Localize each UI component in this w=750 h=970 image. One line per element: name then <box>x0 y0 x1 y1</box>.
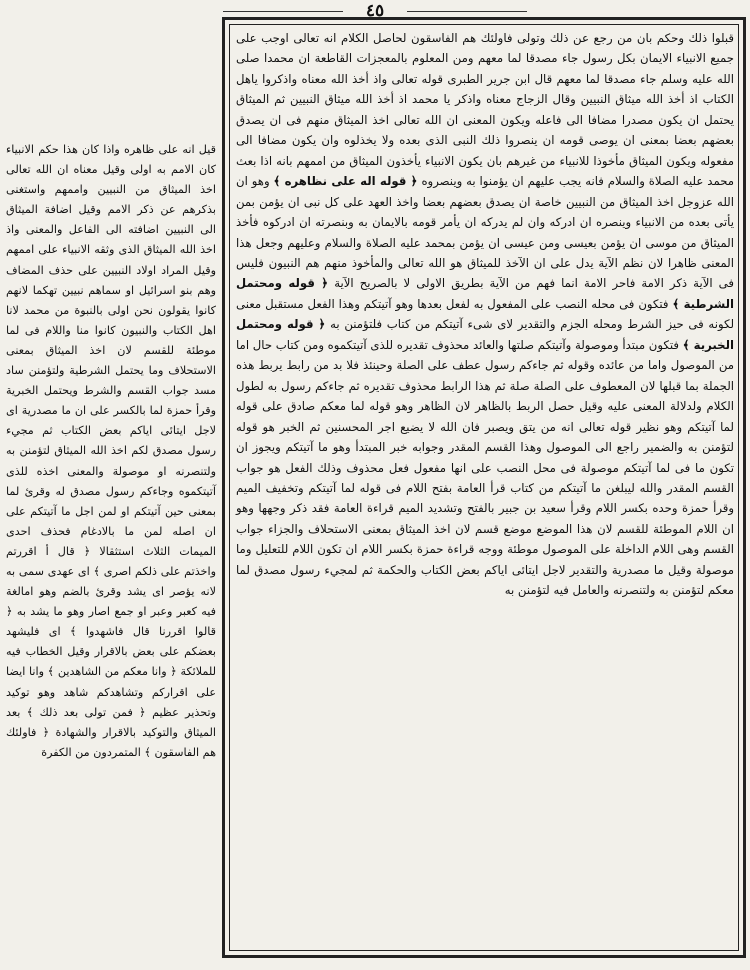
main-text-4: فتكون مبتدأ وموصولة وآتيتكم صلتها والعائد محذوف تقديره للذى آتيتكموه ومن كتاب حال اما من الموصول واما من عائده وقوله ثم جاءكم رسول عطف على الصلة وحينئذ فلا بد من رابط يربط هذه الجملة بما قبلها لان المعطوف على الصلة صلة ثم هذا الرابط محذوف تقديره ثم جاءكم رسول به لطول الكلام ولدلالة المعنى عليه وقيل حصل الربط بالظاهر لان الظاهر وهو قوله لما معكم صادق على قوله لما آتيتكم وهو نظير قوله تعالى انه من يتق ويصبر فان الله لا يضيع اجر المحسنين ثم الخبر هو قوله لتؤمنن به والضمير راجع الى الموصول وهذا القسم المقدر وجوابه خبر المبتدأ وهو ما آتيتكم ويجوز ان تكون ما فى لما آتيتكم موصولة فى محل النصب على انها مفعول فعل محذوف وذلك الفعل هو جواب القسم المقدر والله ليبلغن ما آتيتكم من كتاب قرأ العامة بفتح اللام فى قوله لما آتيتكم وتخفيف الميم وقرأ حمزة وحده بكسر اللام وقرأ سعيد بن جبير بالفتح وتشديد الميم قراءة العامة فقد ذكر وجهها وهو ان اللام الموطئة للقسم لان هذا الموضع موضع قسم لان اخذ الميثاق بمعنى الاستحلاف والجزاء جواب القسم وهى اللام الداخلة على الموصول موطئة ووجه قراءة حمزة بكسر اللام ان تكون اللام للتعليل وما موصولة وقيل ما مصدرية والتقدير لاجل ايتائى اياكم بعض الكتاب والحكمة ثم لمجيء رسول مصدق لما معكم لتؤمنن به ولتنصرنه والعامل فيه لتؤمنن به <box>236 337 734 598</box>
section-heading: ﴿ قوله اله على نظاهره ﴾ <box>273 174 418 189</box>
main-paragraph <box>236 28 734 601</box>
section-heading: ﴿ قوله ومحتمل الشرطية ﴾ <box>236 276 735 311</box>
main-text-2: وهو ان الله عزوجل اخذ الميثاق من النبيين خاصة ان يصدق بعضهم بعضا واخذ العهد على كل نبى ان يؤمن بمن يأتى بعده من الانبياء وينصره ان ادركه وان لم يدركه ان يأمر قومه بالايمان به وبنصرته ان ادركوه فأخذ الميثاق من موسى ان يؤمن بعيسى ومن عيسى ان يؤمن بمحمد عليه الصلاة والسلام وعليهم وجعل هذا المعنى ظاهرا لان نظم الآية يدل على ان الآخذ للميثاق هو الله تعالى والمأخوذ منهم هم النبيون فليس فى الآية ذكر الامة فاحر الامة انما فهم من الآية بطريق الاولى لا بالصريح الآية <box>236 174 735 291</box>
main-text-3: فتكون فى محله النصب على المفعول به لفعل بعدها وهو آتيتكم وهذا الفعل مستقبل معنى لكونه فى حيز الشرط ومحله الجزم والتقدير لاى شىء آتيتكم من كتاب فلتؤمنن به <box>236 296 735 332</box>
header-rule-right <box>407 11 527 12</box>
main-text-column <box>236 28 734 946</box>
header-rule-left <box>223 11 343 12</box>
main-text-1: قبلوا ذلك وحكم بان من رجع عن ذلك وتولى فاولئك هم الفاسقون لحاصل الكلام انه تعالى اوجب على جميع الانبياء الايمان بكل رسول جاء مصدقا لما معهم ومن المعلوم بالمعجزات القاطعة ان محمدا صلى الله عليه وسلم جاء مصدقا لما معهم قال ابن جرير الطبرى قوله تعالى واذ أخذ الله معناه واذكروا ياهل الكتاب اذ أخذ الله ميثاق النبيين وقال الزجاج معناه واذكر يا محمد اذ أخذ الله ميثاق النبيين ثم الميثاق يحتمل ان يكون مصدرا مضافا الى فاعله ويكون المعنى ان الله تعالى اخذ الميثاق منهم فى ان يصدق بعضهم بعضا بمعنى ان يوصى قومه ان ينصروا ذلك النبى الذى بعده ولا يخذلوه وان يكون مضافا الى مفعوله ويكون الميثاق مأخوذا للانبياء من غيرهم بان يكون الانبياء يأخذون الميثاق من اممهم بانه اذا بعث محمد عليه الصلاة والسلام فانه يجب عليهم ان يؤمنوا به وينصروه <box>236 31 735 189</box>
page-number: ٤٥ <box>365 1 385 21</box>
sidebar-text: قيل انه على ظاهره واذا كان هذا حكم الانبياء كان الامم به اولى وقيل معناه ان الله تعالى اخذ الميثاق من النبيين واممهم واستغنى بذكرهم عن ذكر الامم وقيل اضافة الميثاق الى النبيين اضافته الى الفاعل والمعنى واذ اخذ الله الميثاق الذى وثقه الانبياء على اممهم وقيل المراد اولاد النبيين على حذف المضاف وهم بنو اسرائيل او سماهم نبيين تهكما لانهم كانوا يقولون نحن اولى بالنبوة من محمد لانا اهل الكتاب والنبيون كانوا منا واللام فى لما موطئة للقسم لان اخذ الميثاق بمعنى الاستحلاف وما يحتمل الشرطية ولتؤمنن ساد مسد جواب القسم والشرط ويحتمل الخبرية وقرأ حمزة لما بالكسر على ان ما مصدرية اى لاجل ايتائى اياكم بعض الكتاب ثم مجيء رسول مصدق لكم اخذ الله الميثاق لتؤمنن به ولتنصرنه او موصولة والمعنى اخذه للذى آتيتكموه وجاءكم رسول مصدق له وقرئ لما بمعنى حين آتيتكم او لمن اجل ما آتيتكم على ان اصله لمن ما بالادغام فحذف احدى الميمات الثلاث استثقالا ﴿ قال أ اقررتم واخذتم على ذلكم اصرى ﴾ اى عهدى سمى به لانه يؤصر اى يشد وقرئ بالضم وهو امالغة فيه كعبر وعبر او جمع اصار وهو ما يشد به ﴿ قالوا اقررنا قال فاشهدوا ﴾ اى فليشهد بعضكم على بعض بالاقرار وقيل الخطاب فيه للملائكة ﴿ وانا معكم من الشاهدين ﴾ وانا ايضا على اقراركم وتشاهدكم شاهد وهو توكيد وتحذير عظيم ﴿ فمن تولى بعد ذلك ﴾ بعد الميثاق والتوكيد بالاقرار والشهادة ﴿ فاولئك هم الفاسقون ﴾ المتمردون من الكفرة <box>6 143 216 759</box>
marginal-commentary <box>6 140 216 759</box>
section-heading: ﴿ قوله ومحتمل الخبرية ﴾ <box>236 317 734 352</box>
